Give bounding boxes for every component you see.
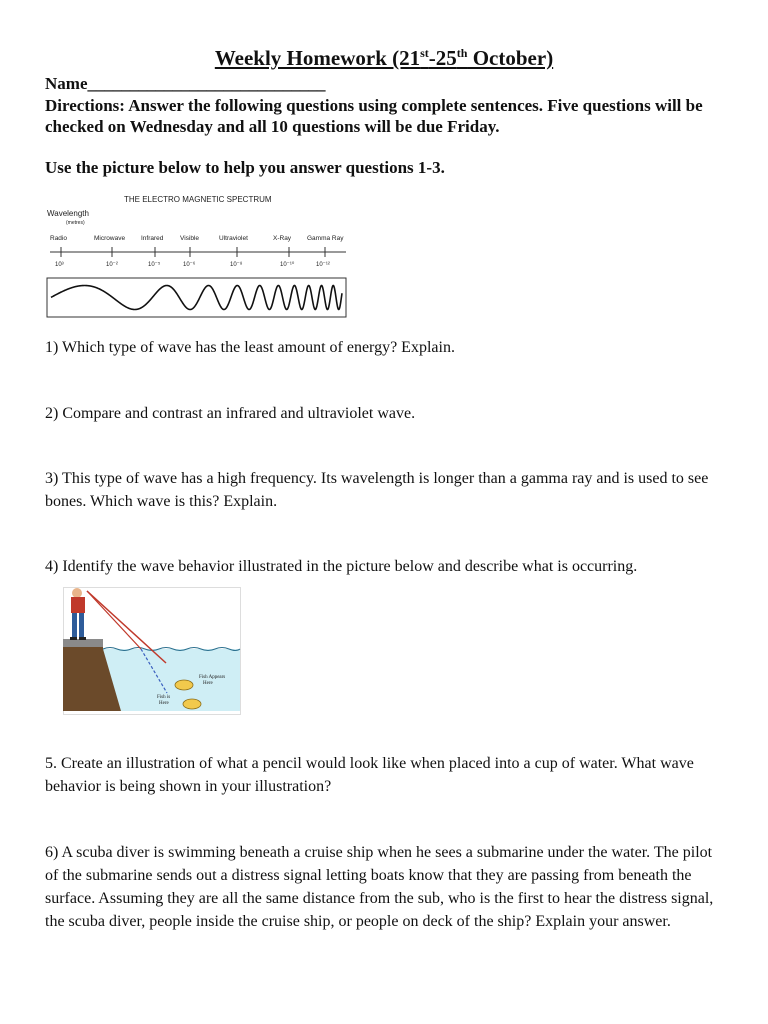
value-microwave: 10⁻² xyxy=(106,262,118,268)
spectrum-title: THE ELECTRO MAGNETIC SPECTRUM xyxy=(124,195,272,204)
fish-appears-label-line1: Fish Appears xyxy=(199,675,226,680)
question-3: 3) This type of wave has a high frequency. Its wavelength is longer than a gamma ray and is used to see bones. Which wave is this? Explain. xyxy=(45,470,709,510)
band-label-visible: Visible xyxy=(180,235,200,242)
band-label-infrared: Infrared xyxy=(141,235,164,242)
fish-apparent-icon xyxy=(175,680,193,690)
fish-is-label-line1: Fish is xyxy=(157,695,171,700)
title-mid: -25 xyxy=(428,46,457,70)
units-label: (metres) xyxy=(66,220,85,226)
fish-is-label-line2: Here xyxy=(159,701,169,706)
wave-illustration xyxy=(51,286,342,310)
question-4: 4) Identify the wave behavior illustrated in the picture below and describe what is occurring. xyxy=(45,558,638,575)
band-label-microwave: Microwave xyxy=(94,235,126,242)
band-label-radio: Radio xyxy=(50,235,67,242)
refraction-illustration xyxy=(63,587,241,715)
rock-ledge xyxy=(63,639,103,647)
value-visible: 10⁻⁶ xyxy=(183,262,196,268)
value-xray: 10⁻¹⁰ xyxy=(280,262,295,268)
question-1: 1) Which type of wave has the least amount of energy? Explain. xyxy=(45,339,455,356)
value-gamma: 10⁻¹² xyxy=(316,262,330,268)
water-area xyxy=(103,649,240,711)
picture-hint: Use the picture below to help you answer questions 1-3. xyxy=(45,158,445,177)
fish-actual-icon xyxy=(183,699,201,709)
question-6: 6) A scuba diver is swimming beneath a cruise ship when he sees a submarine under the water. The pilot of the submarine sends out a distress signal letting boats know that they are passing from beneath the surface. Assuming they are all the same distance from the sub, who is the first to hear the distress signal, the scuba diver, people inside the cruise ship, or people on deck of the ship? Explain your answer. xyxy=(45,844,714,930)
fish-appears-label-line2: Here xyxy=(203,681,213,686)
value-radio: 10³ xyxy=(55,262,64,268)
title-end: October) xyxy=(467,46,554,70)
directions-text: Directions: Answer the following questions using complete sentences. Five questions will be checked on Wednesday and all 10 questions will be due Friday. xyxy=(45,96,703,136)
title-sup-1: st xyxy=(420,46,429,60)
wavelength-label: Wavelength xyxy=(47,209,89,218)
em-spectrum-diagram xyxy=(44,190,350,322)
value-infrared: 10⁻⁵ xyxy=(148,262,161,268)
question-2: 2) Compare and contrast an infrared and ultraviolet wave. xyxy=(45,405,416,422)
name-field-line: Name____________________________ xyxy=(45,74,326,93)
wave-box xyxy=(47,278,346,317)
question-5: 5. Create an illustration of what a pencil would look like when placed into a cup of water. What wave behavior is being shown in your illustration? xyxy=(45,755,694,795)
title-text: Weekly Homework (21 xyxy=(214,46,421,70)
band-label-ultraviolet: Ultraviolet xyxy=(219,235,248,242)
band-label-xray: X-Ray xyxy=(273,235,292,242)
value-ultraviolet: 10⁻⁸ xyxy=(230,262,243,268)
title-sup-2: th xyxy=(456,46,468,60)
band-label-gamma: Gamma Ray xyxy=(307,235,344,242)
page-title xyxy=(0,46,768,71)
